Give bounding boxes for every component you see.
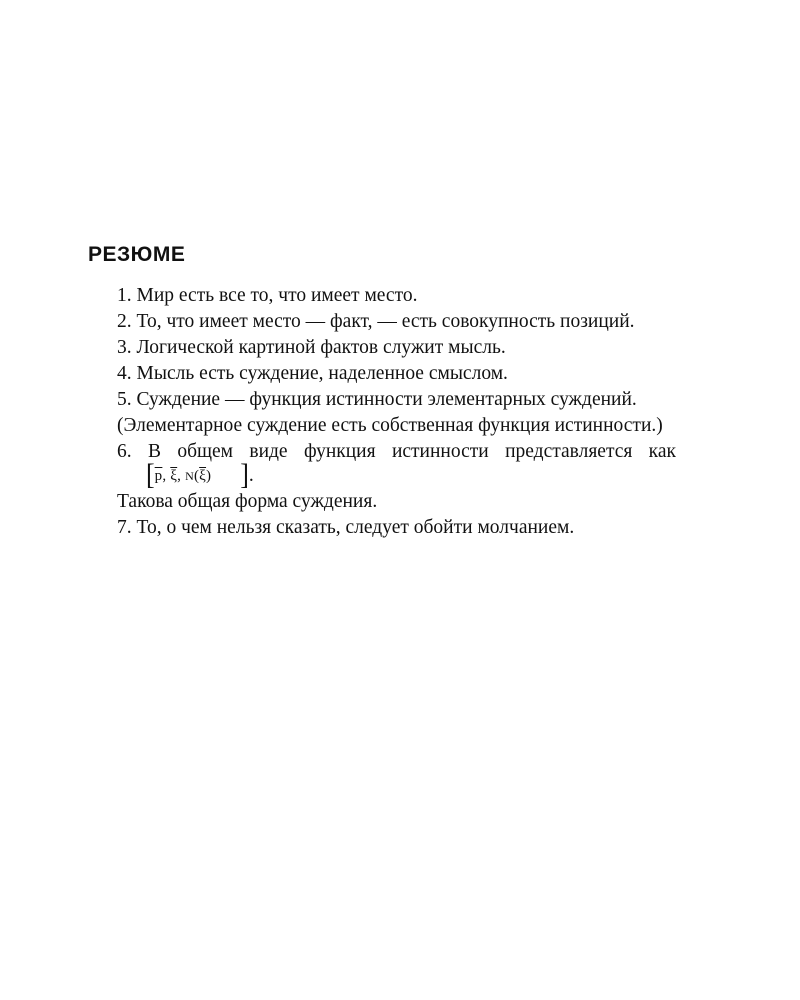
- paragraph-6: [88, 440, 676, 492]
- formula-lparen: (: [193, 468, 200, 484]
- formula-n: N: [185, 469, 194, 483]
- formula-rparen: ): [206, 468, 212, 484]
- formula-xi-bar: $\overline{\xi}$: [170, 468, 178, 484]
- paragraph-1: 1. Мир есть все то, что имеет место.: [117, 285, 418, 306]
- paragraph-6-text: 6. В общем виде функция истинности представляется как: [117, 441, 676, 462]
- paragraph-4: 4. Мысль есть суждение, наделенное смыслом.: [117, 363, 508, 384]
- formula-close-bracket: ]: [240, 457, 249, 492]
- paragraph-general-form: Такова общая форма суждения.: [117, 491, 378, 512]
- paragraph-6-period: .: [248, 465, 254, 486]
- formula-open-bracket: [: [146, 457, 155, 492]
- page-title: РЕЗЮМЕ: [88, 243, 186, 266]
- paragraph-5: 5. Суждение — функция истинности элементарных суждений.: [117, 389, 637, 410]
- formula-xi2-bar: $\overline{\xi}$: [199, 468, 207, 484]
- paragraph-3: 3. Логической картиной фактов служит мысль.: [117, 337, 506, 358]
- paragraph-2: 2. То, что имеет место — факт, — есть совокупность позиций.: [117, 311, 635, 332]
- summary-body: [88, 284, 676, 542]
- paragraph-7: 7. То, о чем нельзя сказать, следует обойти молчанием.: [117, 517, 575, 538]
- general-form-formula: [$\overline{p}$, $\overline{\xi}$, $N(\overline{\xi})$ ]: [88, 464, 249, 488]
- formula-p-bar: $\overline{p}$: [154, 468, 163, 484]
- paragraph-5-note: (Элементарное суждение есть собственная функция истинности.): [117, 415, 663, 436]
